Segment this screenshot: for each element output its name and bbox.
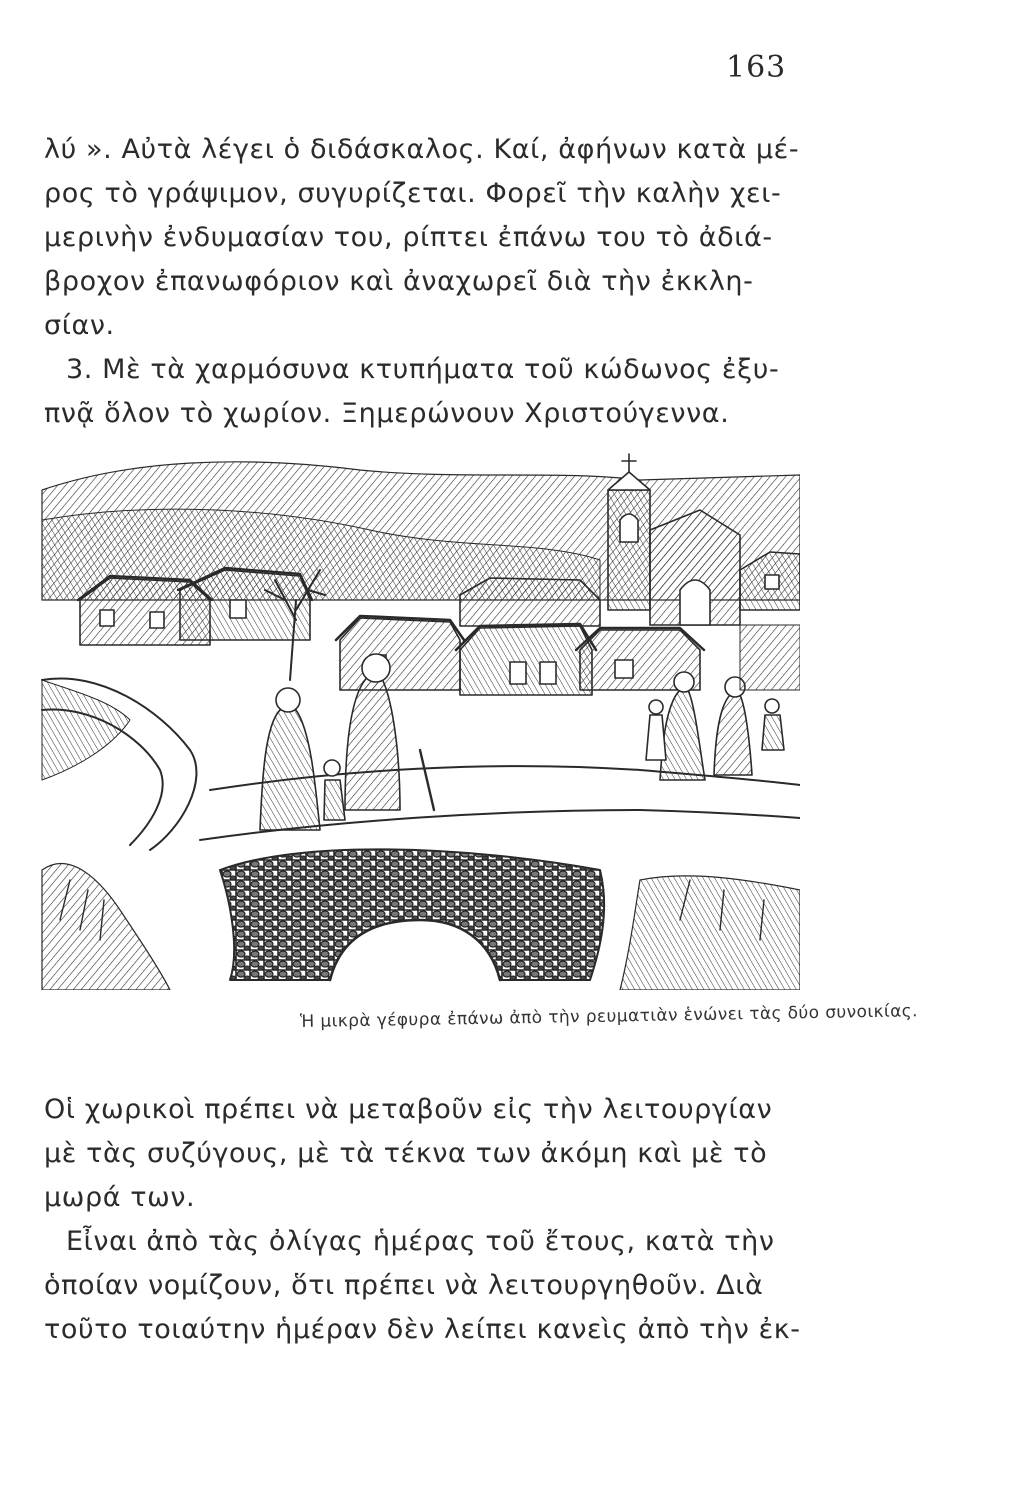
figure-caption: Ἡ μικρὰ γέφυρα ἐπάνω ἀπὸ τὴν ρευματιὰν ἑνώνει τὰς δύο συνοικίας. <box>299 1001 919 1032</box>
text-line: μωρά των. <box>44 1182 196 1213</box>
text-line: πνᾷ ὅλον τὸ χωρίον. Ξημερώνουν Χριστούγεννα. <box>44 398 730 429</box>
text-line: βροχον ἐπανωφόριον καὶ ἀναχωρεῖ διὰ τὴν ἐκκλη- <box>44 266 754 297</box>
village-illustration <box>40 450 800 990</box>
text-line: τοῦτο τοιαύτην ἡμέραν δὲν λείπει κανεὶς ἀπὸ τὴν ἐκ- <box>44 1314 801 1345</box>
text-line: μὲ τὰς συζύγους, μὲ τὰ τέκνα των ἀκόμη καὶ μὲ τὸ <box>44 1138 768 1169</box>
bottom-paragraph <box>44 1088 844 1352</box>
text-line: Οἱ χωρικοὶ πρέπει νὰ μεταβοῦν εἰς τὴν λειτουργίαν <box>44 1094 773 1125</box>
top-paragraph <box>44 128 844 436</box>
text-line: ὁποίαν νομίζουν, ὅτι πρέπει νὰ λειτουργηθοῦν. Διὰ <box>44 1270 764 1301</box>
text-line: 3. Μὲ τὰ χαρμόσυνα κτυπήματα τοῦ κώδωνος ἐξυ- <box>66 354 780 385</box>
text-line: σίαν. <box>44 310 115 341</box>
text-line: μερινὴν ἐνδυμασίαν του, ρίπτει ἐπάνω του τὸ ἀδιά- <box>44 222 773 253</box>
text-line: λύ ». Αὐτὰ λέγει ὁ διδάσκαλος. Καί, ἀφήνων κατὰ μέ- <box>44 134 800 165</box>
page-number: 163 <box>726 50 787 85</box>
text-line: Εἶναι ἀπὸ τὰς ὀλίγας ἡμέρας τοῦ ἔτους, κατὰ τὴν <box>66 1226 775 1257</box>
text-line: ρος τὸ γράψιμον, συγυρίζεται. Φορεῖ τὴν καλὴν χει- <box>44 178 782 209</box>
